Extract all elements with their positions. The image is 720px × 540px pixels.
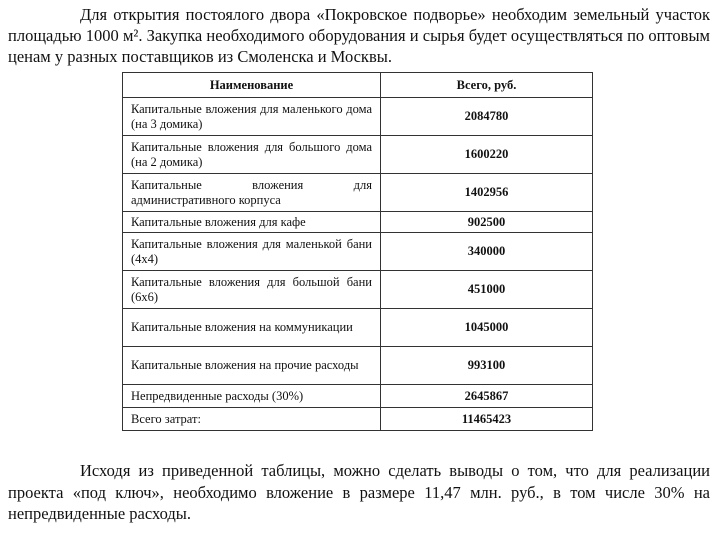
- row-name: Капитальные вложения для маленькой бани (4х4): [123, 233, 381, 271]
- row-value: 340000: [381, 233, 593, 271]
- table-header-row: [123, 73, 593, 98]
- table-total-row: [123, 408, 593, 431]
- conclusion-text: Исходя из приведенной таблицы, можно сделать выводы о том, что для реализации проекта «под ключ», необходимо вложение в размере 11,47 млн. руб., в том числе 30% на непредвиденные расходы.: [8, 461, 710, 523]
- table-row: [123, 98, 593, 136]
- row-name: Капитальные вложения для кафе: [123, 212, 381, 233]
- row-name: Всего затрат:: [123, 408, 381, 431]
- header-name: Наименование: [123, 73, 381, 98]
- row-name: Капитальные вложения для маленького дома (на 3 домика): [123, 98, 381, 136]
- row-name: Капитальные вложения на прочие расходы: [123, 347, 381, 385]
- header-total: Всего, руб.: [381, 73, 593, 98]
- row-name: Капитальные вложения на коммуникации: [123, 309, 381, 347]
- table-row: [123, 136, 593, 174]
- row-name: Капитальные вложения для административного корпуса: [123, 174, 381, 212]
- conclusion-paragraph: [8, 460, 710, 525]
- row-name: Непредвиденные расходы (30%): [123, 385, 381, 408]
- row-value: 1402956: [381, 174, 593, 212]
- table-row: [123, 385, 593, 408]
- table-row: [123, 347, 593, 385]
- row-name: Капитальные вложения для большого дома (на 2 домика): [123, 136, 381, 174]
- row-value: 451000: [381, 271, 593, 309]
- intro-text: Для открытия постоялого двора «Покровское подворье» необходим земельный участок площадью 1000 м². Закупка необходимого оборудования и сырья будет осуществляться по оптовым ценам у разных поставщиков из Смоленска и Москвы.: [8, 5, 710, 66]
- table-row: [123, 309, 593, 347]
- investment-table: [122, 72, 593, 431]
- table-row: [123, 233, 593, 271]
- row-name: Капитальные вложения для большой бани (6х6): [123, 271, 381, 309]
- row-value: 1045000: [381, 309, 593, 347]
- row-value: 902500: [381, 212, 593, 233]
- row-value: 2084780: [381, 98, 593, 136]
- table-row: [123, 271, 593, 309]
- row-value: 2645867: [381, 385, 593, 408]
- intro-paragraph: [8, 4, 710, 67]
- row-value: 1600220: [381, 136, 593, 174]
- table-row: [123, 212, 593, 233]
- table-row: [123, 174, 593, 212]
- row-value: 11465423: [381, 408, 593, 431]
- row-value: 993100: [381, 347, 593, 385]
